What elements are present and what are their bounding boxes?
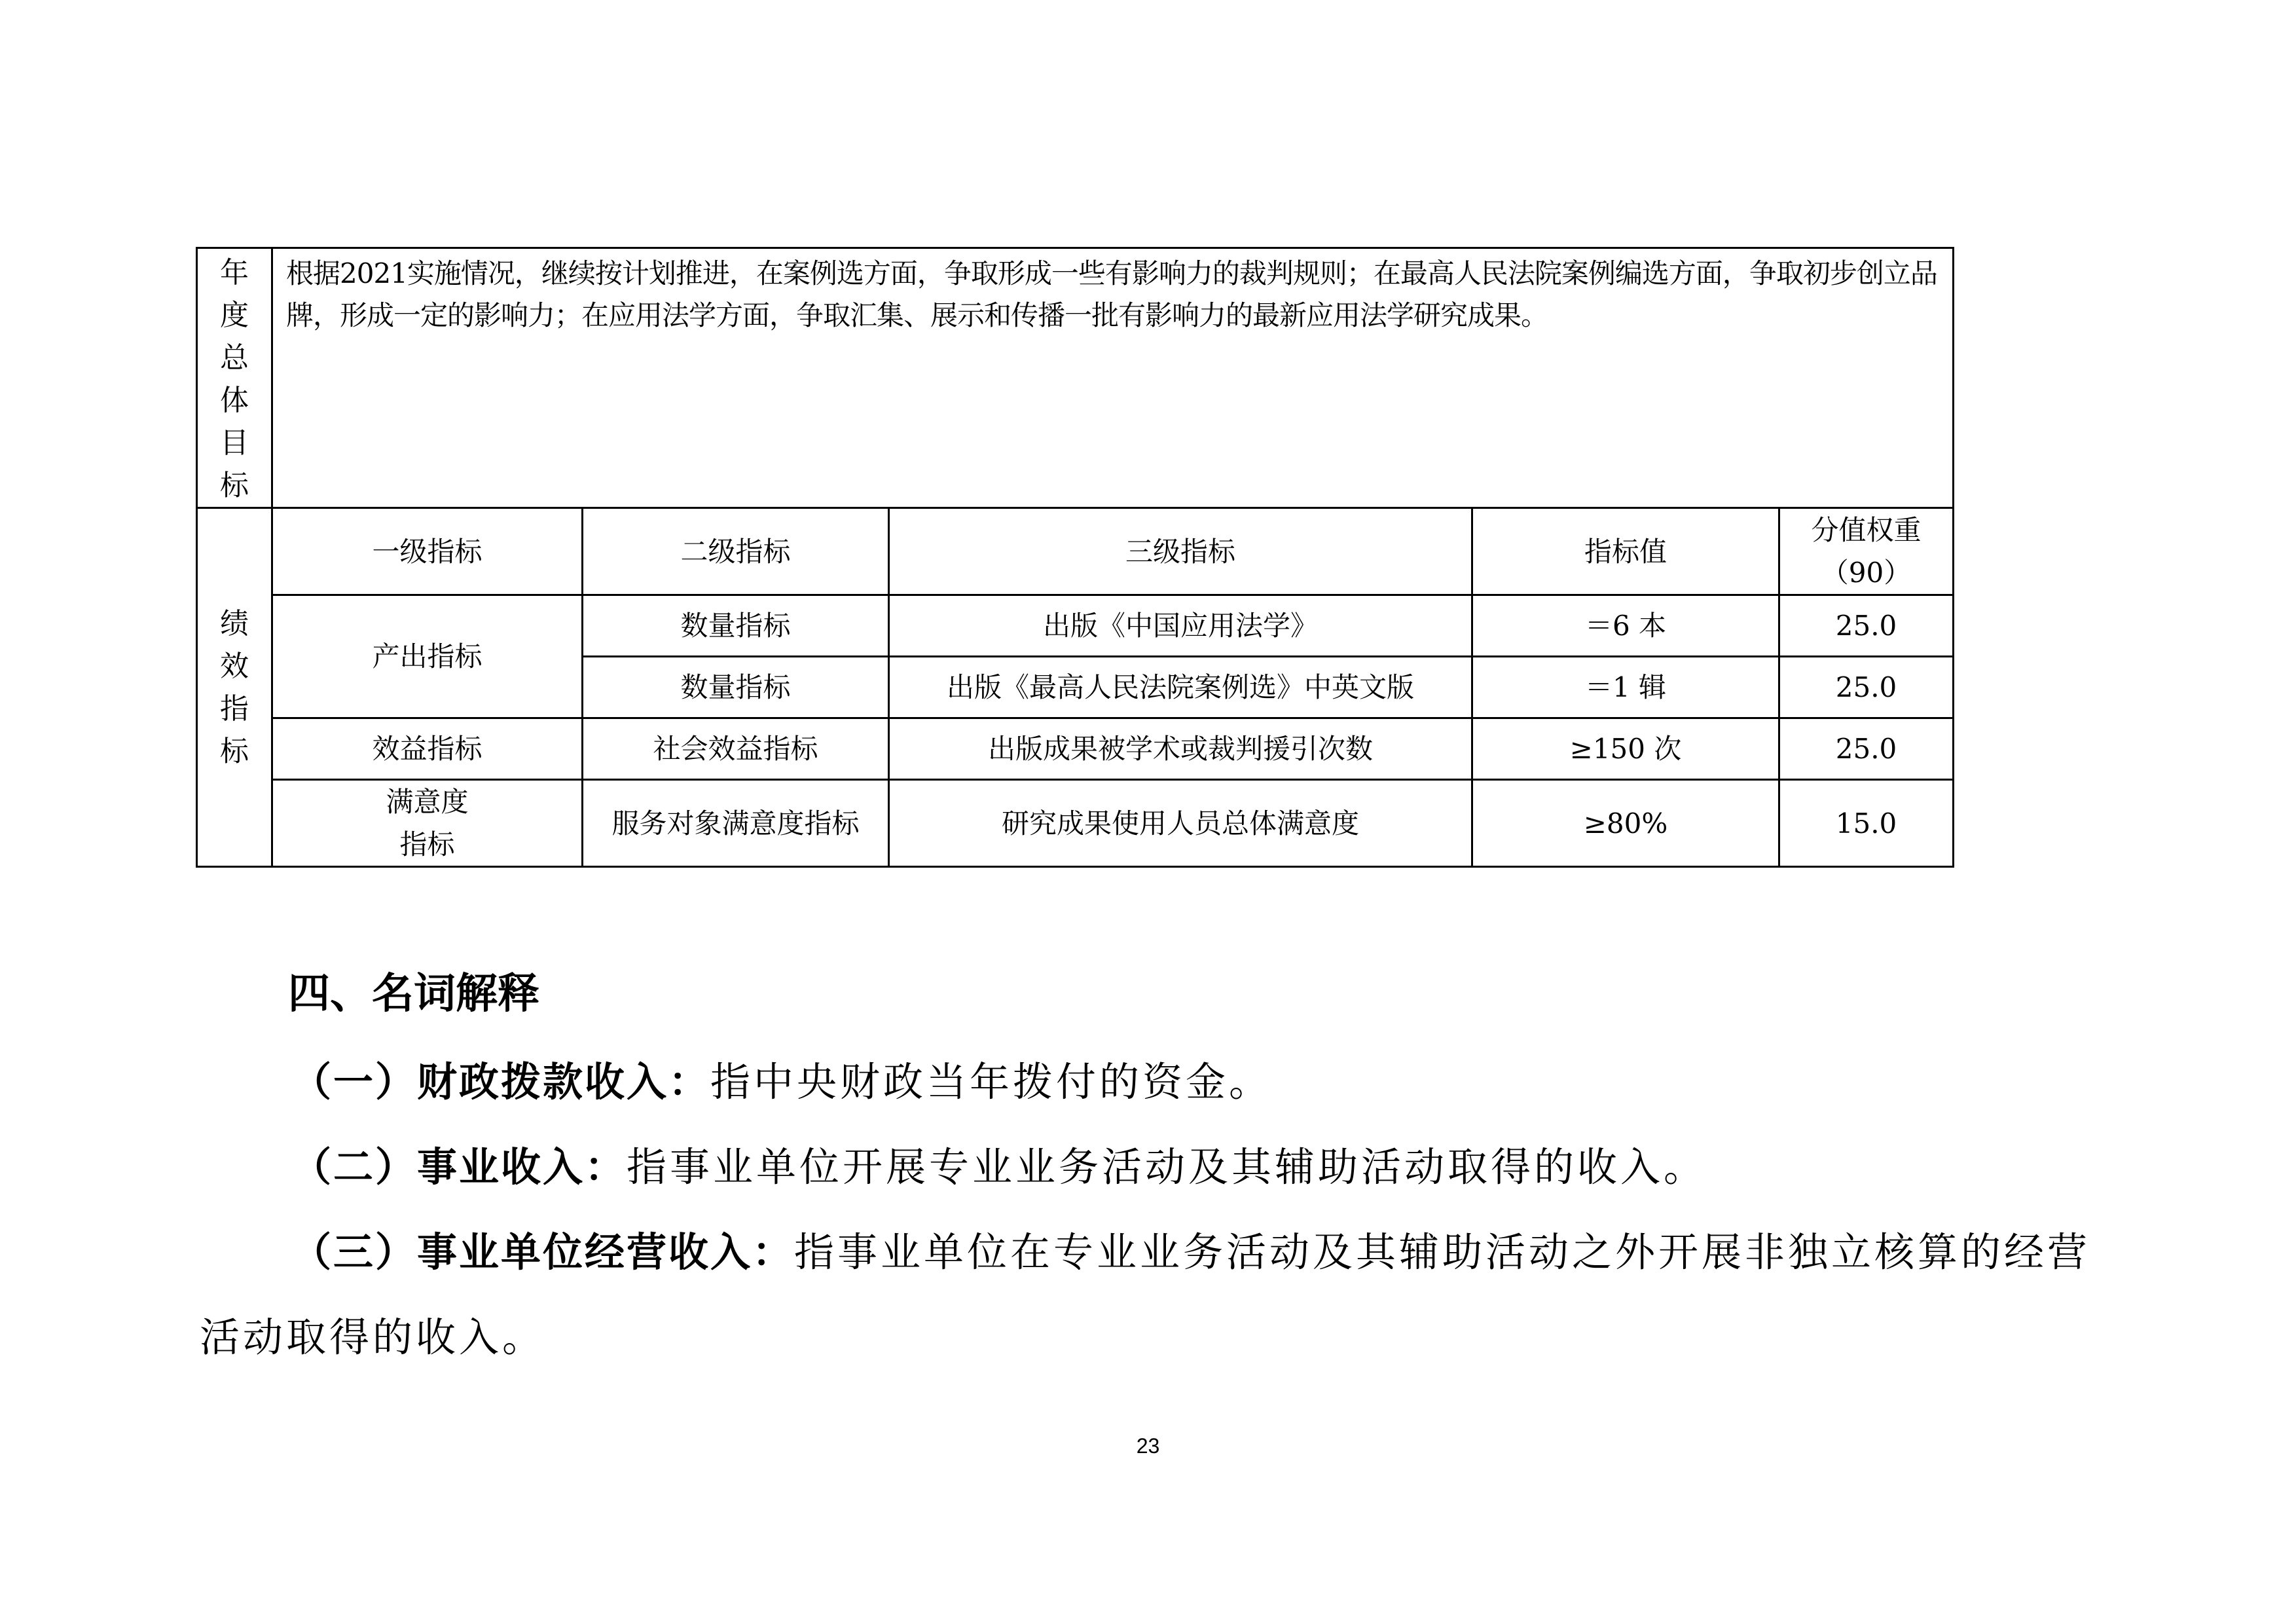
performance-table xyxy=(196,247,1954,868)
definition-paragraph xyxy=(200,1040,2118,1125)
goal-label xyxy=(197,248,272,508)
indicators-label-char: 标 xyxy=(220,734,249,768)
table-row xyxy=(197,595,1954,657)
table-row xyxy=(197,780,1954,867)
goal-label-char: 体 xyxy=(220,384,249,417)
level3-cell: 研究成果使用人员总体满意度 xyxy=(889,780,1472,867)
definition-term: （三）事业单位经营收入： xyxy=(291,1229,795,1276)
header-level2: 二级指标 xyxy=(583,508,889,595)
header-weight-line1: 分值权重 xyxy=(1811,514,1922,546)
header-weight-line2: （90） xyxy=(1821,557,1912,589)
table-row xyxy=(197,718,1954,780)
weight-cell: 25.0 xyxy=(1779,718,1954,780)
section-title: 四、名词解释 xyxy=(288,970,539,1018)
indicators-label-char: 效 xyxy=(220,649,249,683)
definition-text: 指中央财政当年拨付的资金。 xyxy=(710,1059,1273,1105)
value-cell: ＝6 本 xyxy=(1472,595,1779,657)
value-cell: ≥80% xyxy=(1472,780,1779,867)
goal-text: 根据2021实施情况，继续按计划推进，在案例选方面，争取形成一些有影响力的裁判规则；在最高人民法院案例编选方面，争取初步创立品牌，形成一定的影响力；在应用法学方面，争取汇集、展示和传播一批有影响力的最新应用法学研究成果。 xyxy=(272,248,1954,508)
level2-cell: 社会效益指标 xyxy=(583,718,889,780)
definition-paragraph xyxy=(200,1125,2118,1210)
level1-line2: 指标 xyxy=(399,828,455,860)
indicators-label xyxy=(197,508,272,867)
definition-text: 指事业单位在专业业务活动及其辅助活动之外开展非独立核算的经营活动取得的收入。 xyxy=(200,1229,2091,1361)
definition-term: （二）事业收入： xyxy=(291,1144,627,1190)
goal-label-char: 目 xyxy=(220,426,249,460)
page-number: 23 xyxy=(1136,1434,1160,1458)
level2-cell: 服务对象满意度指标 xyxy=(583,780,889,867)
goal-label-char: 总 xyxy=(220,341,249,375)
indicators-label-char: 绩 xyxy=(220,606,249,640)
indicators-label-char: 指 xyxy=(220,692,249,726)
level2-cell: 数量指标 xyxy=(583,595,889,657)
header-level1: 一级指标 xyxy=(272,508,583,595)
value-cell: ≥150 次 xyxy=(1472,718,1779,780)
header-level3: 三级指标 xyxy=(889,508,1472,595)
goal-label-char: 年 xyxy=(220,256,249,289)
level3-cell: 出版成果被学术或裁判援引次数 xyxy=(889,718,1472,780)
header-weight xyxy=(1779,508,1954,595)
weight-cell: 25.0 xyxy=(1779,595,1954,657)
definition-text: 指事业单位开展专业业务活动及其辅助活动取得的收入。 xyxy=(627,1144,1707,1190)
goal-label-char: 标 xyxy=(220,469,249,502)
weight-cell: 25.0 xyxy=(1779,657,1954,718)
goal-label-char: 度 xyxy=(220,299,249,332)
level1-cell xyxy=(272,780,583,867)
header-value: 指标值 xyxy=(1472,508,1779,595)
level1-cell: 效益指标 xyxy=(272,718,583,780)
definition-term: （一）财政拨款收入： xyxy=(291,1059,711,1105)
level2-cell: 数量指标 xyxy=(583,657,889,718)
weight-cell: 15.0 xyxy=(1779,780,1954,867)
level1-cell: 产出指标 xyxy=(272,595,583,718)
definition-paragraph xyxy=(200,1210,2118,1380)
level3-cell: 出版《中国应用法学》 xyxy=(889,595,1472,657)
value-cell: ＝1 辑 xyxy=(1472,657,1779,718)
level3-cell: 出版《最高人民法院案例选》中英文版 xyxy=(889,657,1472,718)
level1-line1: 满意度 xyxy=(386,786,469,818)
